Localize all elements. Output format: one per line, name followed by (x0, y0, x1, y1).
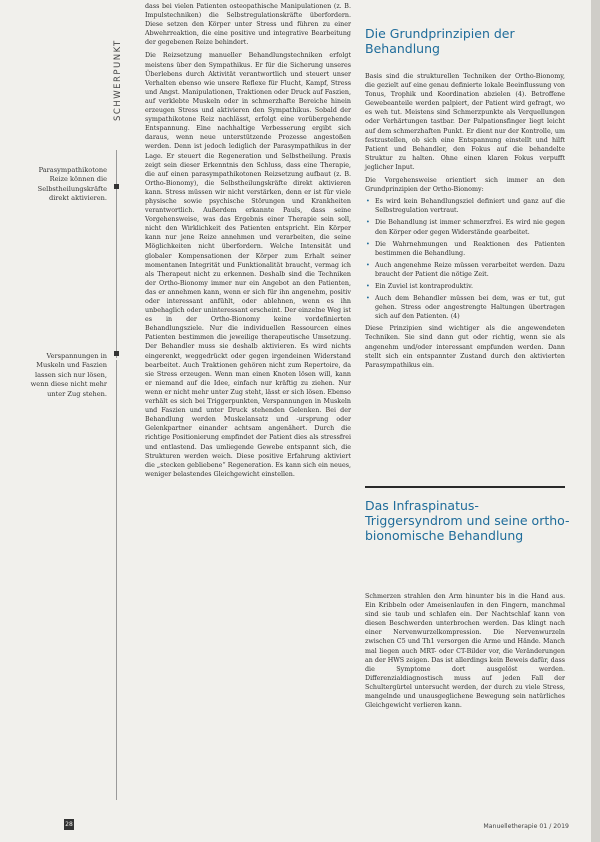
paragraph: Die Vorgehensweise orientiert sich immer an den Grundprinzipien der Ortho-Bionomy: (365, 177, 565, 194)
page-number: 28 (65, 821, 73, 828)
list-item: • Es wird kein Behandlungsziel definiert und ganz auf die Selbstregulation vertraut. (365, 197, 565, 215)
paragraph: Basis sind die strukturellen Techniken der Ortho-Bionomy, die gezielt auf eine genau definierte lokale Beeinflussung von Tonus, Trophik und Koordination abzielen (4). Betroffene Gewebeanteile werden palpiert, der Patient wird gefragt, wo es weh tut. Meistens sind Schmerzpunkte als Verquellungen oder Verhärtungen tastbar. Der Palpationsfinger liegt leicht auf dem schmerzhaften Punkt. Er dient nur der Kontrolle, um festzustellen, ob sich eine Entspannung einstellt und hilft Patient und Behandler, den Fokus auf die behandelte Struktur zu halten. Ohne einen klaren Fokus verpufft jeglicher Input. (365, 73, 565, 171)
paragraph: Schmerzen strahlen den Arm hinunter bis in die Hand aus. Ein Kribbeln oder Ameisenlaufen in den Fingern, manchmal sind sie taub und schlafen ein. Der Nachtschlaf kann von diesen Beschwerden unterbrochen werden. Das klingt nach einer Nervenwurzelkompression. Die Nervenwurzeln zwischen C5 und Th1 versorgen die Arme und Hände. Manch mal liegen auch MRT- oder CT-Bilder vor, die Veränderungen an der HWS zeigen. Das ist allerdings kein Beweis dafür, dass die Symptome dort ausgelöst werden. Differenzialdiagnostisch muss auf jeden Fall der Schultergürtel untersucht werden, der durch zu viele Stress, mangelnde und unausgeglichene Bewegung sein natürliches Gleichgewicht verlieren kann. (365, 593, 565, 710)
section-label: SCHWERPUNKT (113, 39, 123, 121)
margin-rule (116, 360, 117, 800)
paragraph: Die Reizsetzung manueller Behandlungstechniken erfolgt meistens über den Sympathikus. Er für die Sicherung unseres Überlebens durch Aktivität verantwortlich und steuert unser Verhalten ebenso wie unsere Reflexe für Flucht, Kampf, Stress und Angst. Manipulationen, Traktionen oder Druck auf Faszien, auf verklebte Muskeln oder in schmerzhafte Bereiche hinein erzeugen Stress und aktivieren den Sympathikus. Sobald der sympathikotone Reiz nachlässt, erfolgt eine vorübergehende Entspannung. Eine nachhaltige Verbesserung ergibt sich daraus, wenn neue unterstützende Prozesse angestoßen werden. Denn ist jedoch lediglich der Parasympathikus in der Lage. Er steuert die Regeneration und Selbstheilung. Praxis zeigt sein dieser Erkenntnis den Schluss, dass eine Therapie, die auf einen parasympathikotonen Reizsetzung aufbaut (z. B. Ortho-Bionomy), die Selbstheilungskräfte direkt aktivieren kann. Stress müssen wir nicht verstärken, denn er ist für viele physische sowie psychische Störungen und Krankheiten verantwortlich. Außerdem erkannte Pauls, dass seine Vorgehensweise, was das Ergebnis einer Therapie sein soll, nicht den Wirklichkeit des Patienten entspricht. Ein Körper kann nur jene Reize annehmen und verarbeiten, die seine Möglichkeiten nicht überfordern. Welche Intensität und globaler Kompensationen der Körper zum Erhalt seiner momentanen Integrität und Funktionalität braucht, vermag ich als Therapeut nicht zu erkennen. Deshalb sind die Techniken der Ortho-Bionomy immer nur ein Angebot an den Patienten, das er annehmen kann, wenn er sich für ihn angenehm, positiv oder interessant anfühlt, oder ablehnen, wenn es ihn unbehaglich oder uninteressant erscheint. Der einzelne Weg ist es in der Ortho-Bionomy keine vordefinierten Behandlungsziele. Nur die individuellen Ressourcen eines Patienten bestimmen die jeweilige therapeutische Umsetzung. Der Behandler muss sie deshalb aktivieren. Es wird nichts eingerenkt, weggedrückt oder gegen irgendeinen Widerstand bearbeitet. Auch Traktionen gehören nicht zum Repertoire, da sie Stress erzeugen. Wenn man einen Knoten lösen will, kann er niemand auf die Idee, einfach nur kräftig zu ziehen. Nur wenn er nicht mehr unter Zug steht, lässt er sich lösen. Ebenso verhält es sich bei Triggerpunkten, Verspannungen in Muskeln und Faszien und unter Druck stehenden Gelenken. Bei der Behandlung werden Muskelansatz und -ursprung oder Gelenkpartner einander achtsam angenähert. Durch die richtige Positionierung empfindet der Patient dies als stressfrei und entlastend. Das umliegende Gewebe entspannt sich, die Strukturen werden weich. Diese positive Erfahrung aktiviert die „stecken gebliebene“ Regeneration. Es kann sich ein neues, weniger belastendes Gleichgewicht einstellen. (145, 52, 351, 478)
paragraph: Diese Prinzipien sind wichtiger als die angewendeten Techniken. Sie sind dann gut oder richtig, wenn sie als angenehm und/oder interessant empfunden werden. Dann stellt sich ein entspannter Zustand durch den aktivierten Parasympathikus ein. (365, 325, 565, 369)
left-column (145, 2, 351, 479)
principles-list (365, 197, 565, 321)
page-edge (591, 0, 600, 842)
side-note-2: Verspannungen in Muskeln und Faszien lassen sich nur lösen, wenn diese nicht mehr unter Zug stehen. (30, 352, 107, 398)
side-note-marker (114, 351, 119, 356)
section-divider (365, 486, 565, 488)
right-column-top (365, 72, 565, 370)
list-item: • Die Wahrnehmungen und Reaktionen des Patienten bestimmen die Behandlung. (365, 240, 565, 258)
list-item: • Die Behandlung ist immer schmerzfrei. Es wird nie gegen den Körper oder gegen Widerstände gearbeitet. (365, 218, 565, 236)
side-note-1: Parasympathikotone Reize können die Selbstheilungskräfte direkt aktivieren. (37, 166, 107, 203)
list-item: • Auch dem Behandler müssen bei dem, was er tut, gut gehen. Stress oder angestrengte Haltungen übertragen sich auf den Patienten. (4) (365, 294, 565, 321)
side-note-marker (114, 184, 119, 189)
list-item: • Auch angenehme Reize müssen verarbeitet werden. Dazu braucht der Patient die nötige Zeit. (365, 261, 565, 279)
heading-infraspinatus: Das Infraspinatus-Triggersyndrom und seine ortho-bionomische Behandlung (365, 498, 570, 543)
list-item: • Ein Zuviel ist kontraproduktiv. (365, 282, 565, 291)
right-column-bottom (365, 592, 565, 710)
paragraph: dass bei vielen Patienten osteopathische Manipulationen (z. B. Impulstechniken) die Selbstregulationskräfte überfordern. Diese setzen den Körper unter Stress und führen zu einer Abwehrreaktion, die eine positive und integrative Bearbeitung der gegebenen Reize behindert. (145, 3, 351, 47)
margin-rule (116, 150, 117, 358)
heading-principles: Die Grundprinzipien der Behandlung (365, 26, 515, 56)
footer-issue: Manuelletherapie 01 / 2019 (483, 823, 569, 830)
